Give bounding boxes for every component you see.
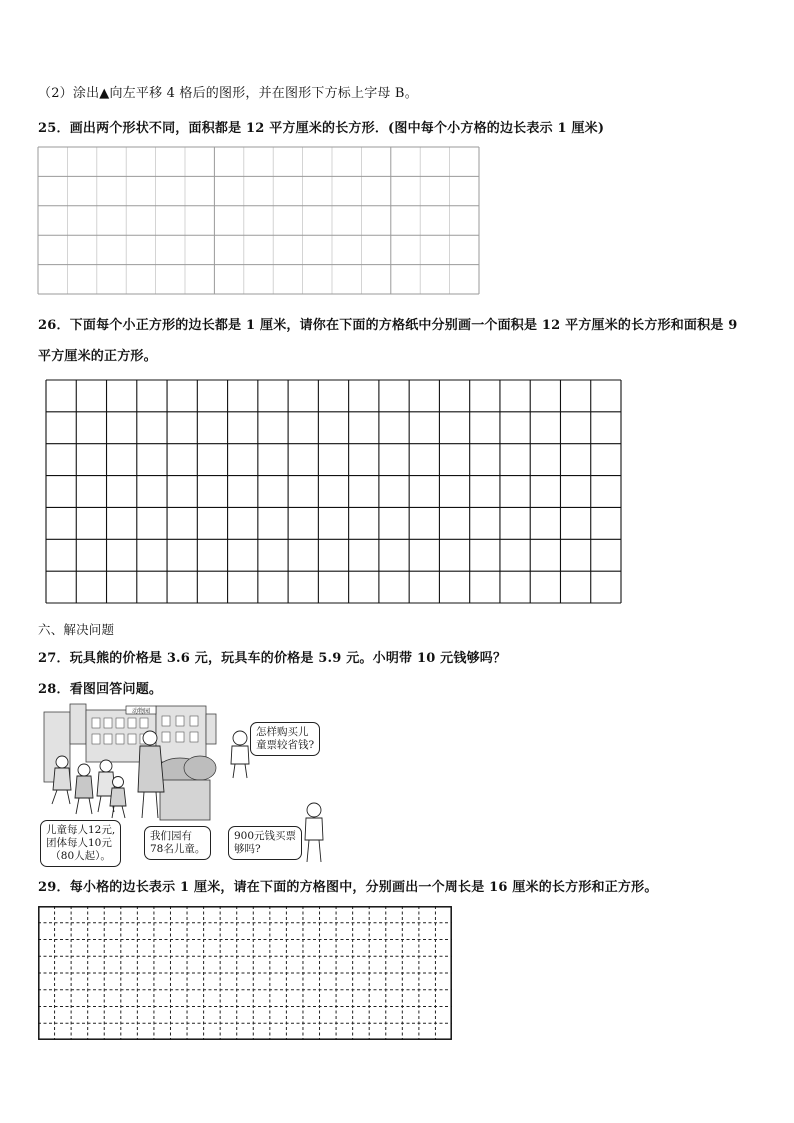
q29-grid[interactable] <box>38 906 452 1040</box>
q29-text: 29．每小格的边长表示 1 厘米，请在下面的方格图中，分别画出一个周长是 16 厘米的长方形和正方形。 <box>38 880 658 895</box>
q24-part2-text: （2）涂出▲向左平移 4 格后的图形，并在图形下方标上字母 B。 <box>38 86 418 101</box>
gate-sign: 动物园 <box>131 708 151 715</box>
q25-grid[interactable] <box>38 147 480 295</box>
q26-text-line2: 平方厘米的正方形。 <box>38 349 157 364</box>
q25-text: 25．画出两个形状不同，面积都是 12 平方厘米的长方形．(图中每个小方格的边长表示 1 厘米) <box>38 121 605 136</box>
q28-illustration <box>40 700 340 870</box>
bubble-teacher: 我们园有 78名儿童。 <box>144 826 211 860</box>
q26-text-line1: 26．下面每个小正方形的边长都是 1 厘米，请你在下面的方格纸中分别画一个面积是 12 平方厘米的长方形和面积是 9 <box>38 318 738 333</box>
q27-text: 27．玩具熊的价格是 3.6 元，玩具车的价格是 5.9 元。小明带 10 元钱够吗？ <box>38 651 507 666</box>
q28-text: 28．看图回答问题。 <box>38 682 163 697</box>
bubble-boy-bottom: 900元钱买票 够吗? <box>228 826 302 860</box>
bubble-price: 儿童每人12元, 团体每人10元 （80人起）。 <box>40 820 121 867</box>
bubble-boy-top: 怎样购买儿 童票较省钱? <box>250 722 320 756</box>
section6-heading: 六、解决问题 <box>38 622 115 637</box>
q26-grid[interactable] <box>46 380 622 604</box>
